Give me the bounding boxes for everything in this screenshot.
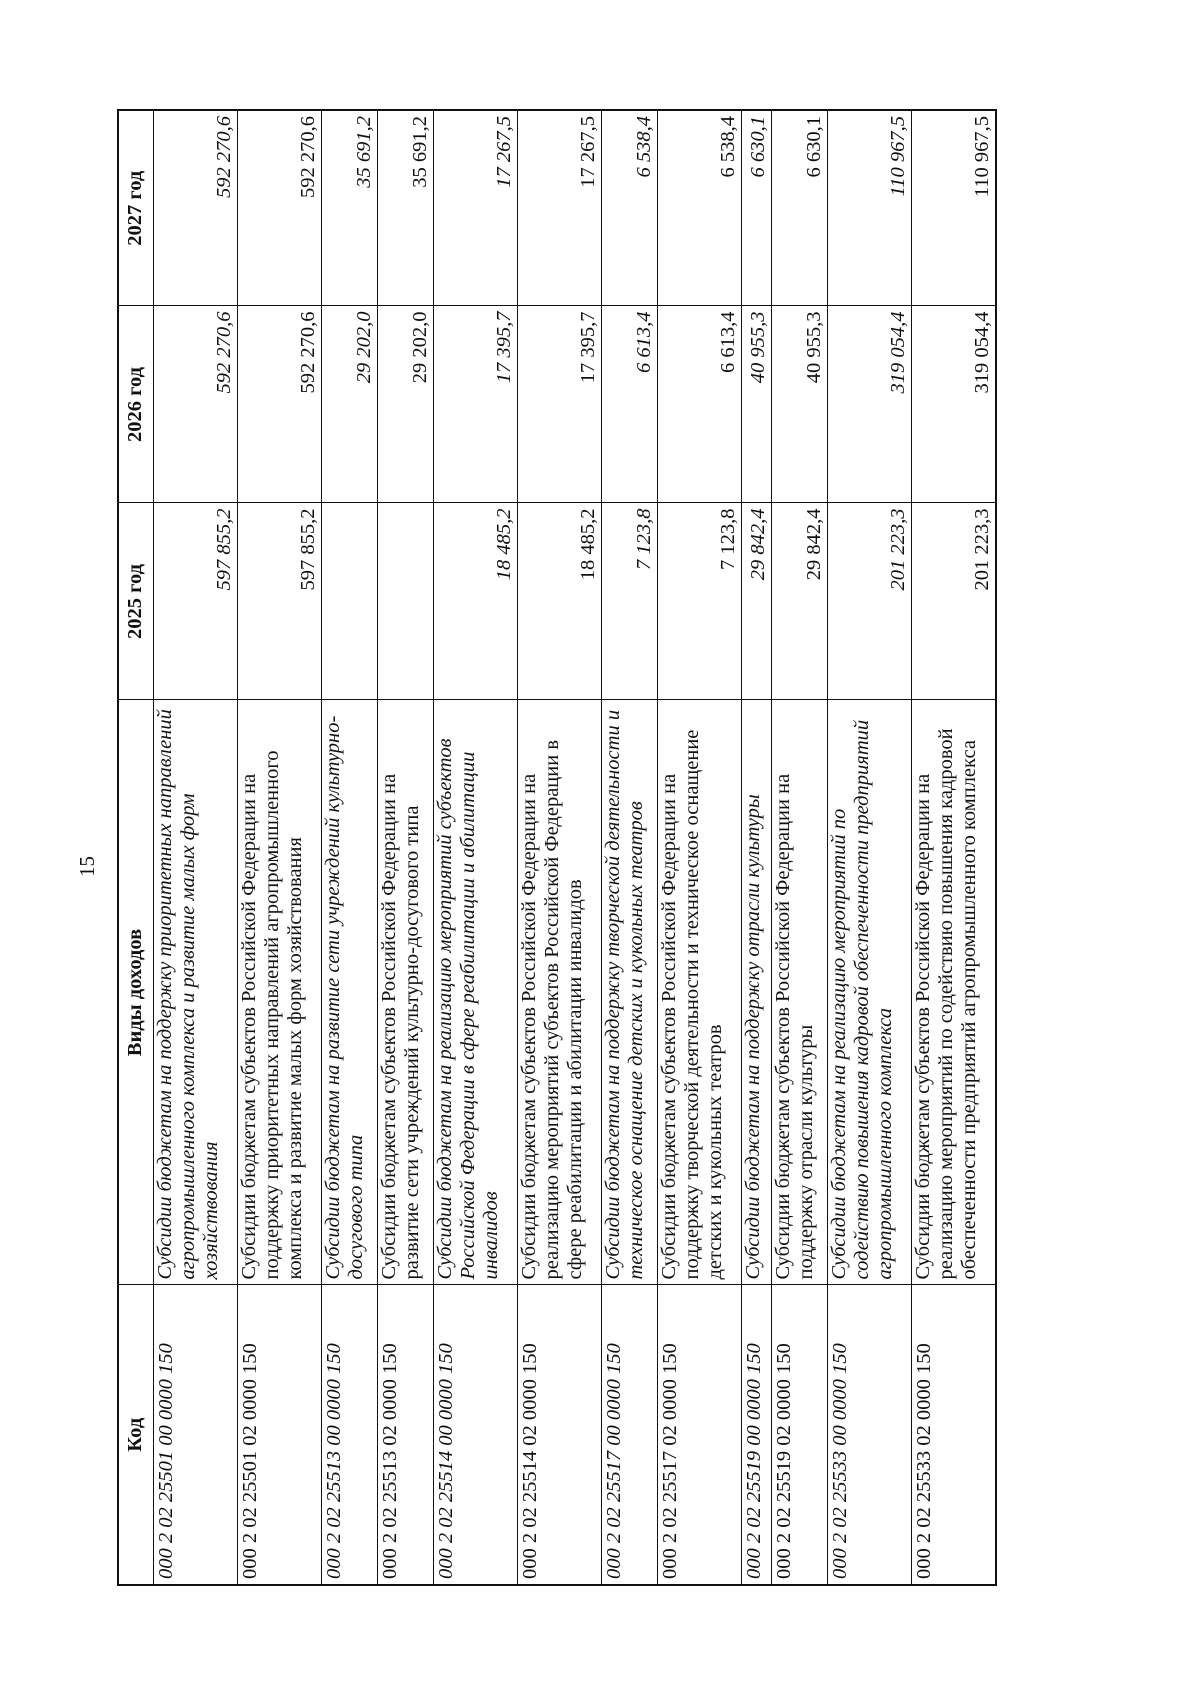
header-revenue-type: Виды доходов — [118, 700, 154, 1285]
row-value-2026: 40 955,3 — [742, 306, 772, 503]
row-value-2027: 592 270,6 — [154, 110, 238, 306]
row-name: Субсидии бюджетам на развитие сети учреждений культурно-досугового типа — [322, 700, 378, 1285]
row-value-2025 — [378, 503, 434, 700]
table-row — [434, 110, 518, 1585]
row-code: 000 2 02 25519 02 0000 150 — [772, 1285, 828, 1585]
row-name: Субсидии бюджетам субъектов Российской Федерации на поддержку творческой деятельности и техническое оснащение детских и кукольных театров — [658, 700, 742, 1285]
header-2027: 2027 год — [118, 110, 154, 306]
row-name: Субсидии бюджетам субъектов Российской Федерации на развитие сети учреждений культурно-досугового типа — [378, 700, 434, 1285]
revenue-table-container — [117, 111, 1007, 1586]
row-code: 000 2 02 25514 00 0000 150 — [434, 1285, 518, 1585]
row-name: Субсидии бюджетам на поддержку приоритетных направлений агропромышленного комплекса и развитие малых форм хозяйствования — [154, 700, 238, 1285]
row-value-2026: 592 270,6 — [238, 306, 322, 503]
table-row — [602, 110, 658, 1585]
row-value-2026: 319 054,4 — [912, 306, 997, 503]
row-value-2027: 6 538,4 — [658, 110, 742, 306]
table-row — [912, 110, 997, 1585]
table-row — [742, 110, 772, 1585]
row-value-2027: 35 691,2 — [322, 110, 378, 306]
row-value-2026: 6 613,4 — [602, 306, 658, 503]
row-name: Субсидии бюджетам субъектов Российской Федерации на поддержку приоритетных направлений агропромышленного комплекса и развитие малых форм хозяйствования — [238, 700, 322, 1285]
row-value-2025: 7 123,8 — [602, 503, 658, 700]
row-name: Субсидии бюджетам субъектов Российской Федерации на реализацию мероприятий по содействию повышения кадровой обеспеченности предприятий агропромышленного комплекса — [912, 700, 997, 1285]
table-row — [658, 110, 742, 1585]
revenue-table — [117, 109, 997, 1586]
row-value-2025: 18 485,2 — [518, 503, 602, 700]
row-code: 000 2 02 25519 00 0000 150 — [742, 1285, 772, 1585]
header-2026: 2026 год — [118, 306, 154, 503]
table-row — [154, 110, 238, 1585]
header-2025: 2025 год — [118, 503, 154, 700]
row-name: Субсидии бюджетам на поддержку творческой деятельности и техническое оснащение детских и кукольных театров — [602, 700, 658, 1285]
row-name: Субсидии бюджетам на реализацию мероприятий субъектов Российской Федерации в сфере реабилитации и абилитации инвалидов — [434, 700, 518, 1285]
page-number — [74, 848, 100, 884]
row-value-2025: 7 123,8 — [658, 503, 742, 700]
row-value-2025 — [322, 503, 378, 700]
table-row — [772, 110, 828, 1585]
table-row — [828, 110, 912, 1585]
row-value-2026: 592 270,6 — [154, 306, 238, 503]
row-value-2026: 319 054,4 — [828, 306, 912, 503]
table-row — [322, 110, 378, 1585]
row-code: 000 2 02 25517 02 0000 150 — [658, 1285, 742, 1585]
row-value-2027: 6 630,1 — [742, 110, 772, 306]
table-row — [378, 110, 434, 1585]
table-row — [518, 110, 602, 1585]
table-header-row — [118, 110, 154, 1585]
row-code: 000 2 02 25514 02 0000 150 — [518, 1285, 602, 1585]
row-value-2025: 29 842,4 — [742, 503, 772, 700]
row-name: Субсидии бюджетам субъектов Российской Федерации на реализацию мероприятий субъектов Российской Федерации в сфере реабилитации и абилитации инвалидов — [518, 700, 602, 1285]
row-value-2027: 6 630,1 — [772, 110, 828, 306]
row-value-2027: 35 691,2 — [378, 110, 434, 306]
row-name: Субсидии бюджетам на поддержку отрасли культуры — [742, 700, 772, 1285]
row-name: Субсидии бюджетам субъектов Российской Федерации на поддержку отрасли культуры — [772, 700, 828, 1285]
row-value-2025: 29 842,4 — [772, 503, 828, 700]
row-value-2027: 17 267,5 — [518, 110, 602, 306]
row-value-2027: 592 270,6 — [238, 110, 322, 306]
row-value-2025: 201 223,3 — [912, 503, 997, 700]
row-code: 000 2 02 25513 02 0000 150 — [378, 1285, 434, 1585]
row-value-2026: 29 202,0 — [378, 306, 434, 503]
row-code: 000 2 02 25517 00 0000 150 — [602, 1285, 658, 1585]
row-value-2026: 29 202,0 — [322, 306, 378, 503]
row-value-2027: 17 267,5 — [434, 110, 518, 306]
header-code: Код — [118, 1285, 154, 1585]
row-value-2027: 110 967,5 — [912, 110, 997, 306]
row-value-2025: 18 485,2 — [434, 503, 518, 700]
row-value-2025: 201 223,3 — [828, 503, 912, 700]
row-code: 000 2 02 25501 02 0000 150 — [238, 1285, 322, 1585]
row-code: 000 2 02 25501 00 0000 150 — [154, 1285, 238, 1585]
row-code: 000 2 02 25533 02 0000 150 — [912, 1285, 997, 1585]
row-value-2025: 597 855,2 — [154, 503, 238, 700]
page-number-text: 15 — [74, 855, 99, 877]
row-name: Субсидии бюджетам на реализацию мероприятий по содействию повышения кадровой обеспеченности предприятий агропромышленного комплекса — [828, 700, 912, 1285]
row-value-2027: 110 967,5 — [828, 110, 912, 306]
row-code: 000 2 02 25513 00 0000 150 — [322, 1285, 378, 1585]
row-value-2026: 40 955,3 — [772, 306, 828, 503]
row-value-2026: 17 395,7 — [518, 306, 602, 503]
row-value-2025: 597 855,2 — [238, 503, 322, 700]
row-code: 000 2 02 25533 00 0000 150 — [828, 1285, 912, 1585]
row-value-2026: 6 613,4 — [658, 306, 742, 503]
row-value-2027: 6 538,4 — [602, 110, 658, 306]
row-value-2026: 17 395,7 — [434, 306, 518, 503]
table-row — [238, 110, 322, 1585]
